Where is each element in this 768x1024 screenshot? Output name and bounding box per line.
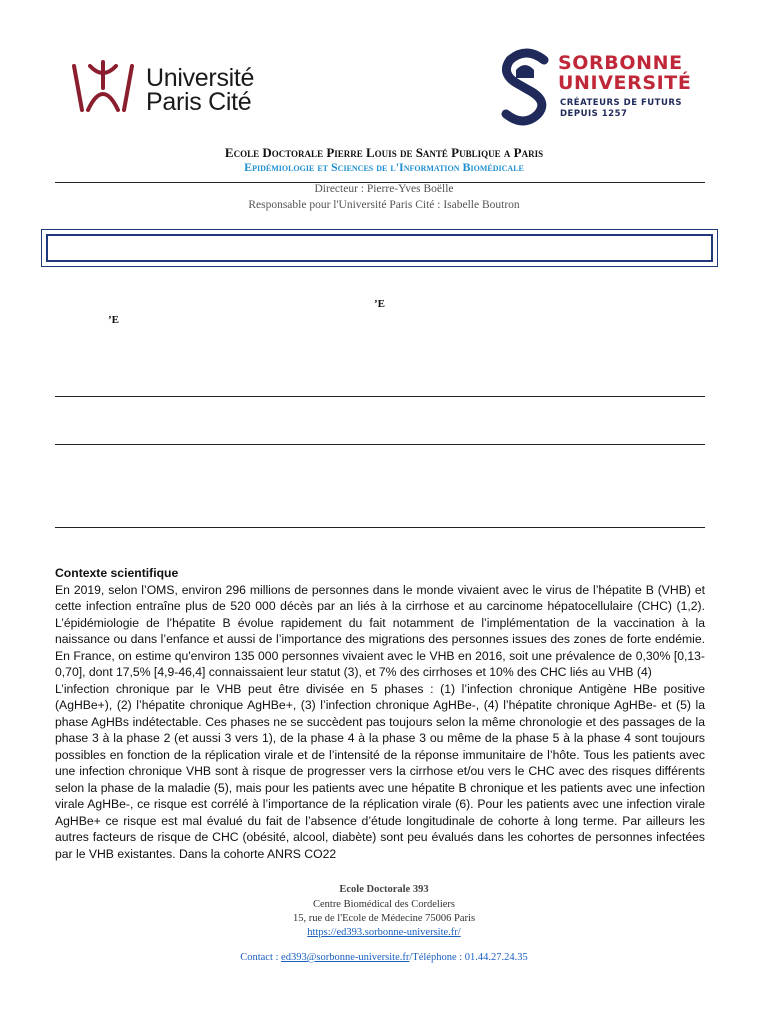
paragraph: En 2019, selon l’OMS, environ 296 millions de personnes dans le monde vivaient avec le virus de l’hépatite B (VHB) et cette infection entraîne plus de 520 000 décès par an liés à la cirrhose et au carcinome hépatocellulaire (CHC) (1,2). L’épidémiologie de l’hépatite B évolue rapidement du fait notamment de l’implémentation de la vaccination à la naissance ou dans l’enfance et aussi de l’importance des migrations des personnes issues des zones de forte endémie. En France, on estime qu'environ 135 000 personnes vivaient avec le VHB en 2016, soit une prévalence de 0,30% [0,13-0,70], dont 17,5% [4,9-46,4] connaissaient leur statut (3), et 7% des cirrhoses et 10% des CHC liés au VHB (4) [55,582,705,679]
fragment-apostrophe-e-2: ’E [108,314,119,326]
footer-center: Centre Biomédical des Cordeliers [312,899,455,910]
footer-email-link[interactable]: ed393@sorbonne-universite.fr [281,952,410,963]
sorbonne-tagline2: DEPUIS 1257 [560,109,628,119]
fragment-apostrophe-e-1: ’E [374,298,385,310]
thesis-title-box-inner [46,234,713,262]
form-line-3 [55,527,705,528]
upc-logo-line2: Paris Cité [146,88,252,116]
upc-emblem-icon [68,58,138,116]
footer-url-link[interactable]: https://ed393.sorbonne-universite.fr/ [307,927,461,938]
footer-school: Ecole Doctorale 393 [339,884,429,895]
footer-contact-label: Contact : [240,952,282,963]
footer-phone: /Téléphone : 01.44.27.24.35 [409,952,528,963]
responsable-line: Responsable pour l'Université Paris Cité : Isabelle Boutron [248,199,520,211]
section-heading: Contexte scientifique [55,566,179,580]
director-line: Directeur : Pierre-Yves Boëlle [314,183,454,195]
footer-url-line [0,927,768,938]
paragraph: L’infection chronique par le VHB peut être divisée en 5 phases : (1) l’infection chronique Antigène HBe positive (AgHBe+), (2) l’hépatite chronique AgHBe+, (3) l’infection chronique AgHBe-, (4) l’hépatite chronique AgHBe- et (5) la phase AgHBs indétectable. Ces phases ne se succèdent pas toujours selon la même chronologie et des passages de la phase 3 à la phase 2 (et aussi 3 vers 1), de la phase 4 à la phase 3 ou même de la phase 5 à la phase 4 sont toujours possibles en fonction de la réplication virale et de l’intensité de la réponse immunitaire de l’hôte. Tous les patients avec une infection chronique VHB sont à risque de progresser vers la cirrhose et/ou vers le CHC avec des risques différents selon la phase de la maladie (5), mais pour les patients avec une hépatite B chronique et les patients avec une infection virale AgHBe-, ce risque est corrélé à l’importance de la réplication virale (6). Pour les patients avec une infection virale AgHBe+ ce risque est mal évalué du fait de l’absence d’étude longitudinale de cohorte à long terme. Par ailleurs les autres facteurs de risque de CHC (obésité, alcool, diabète) sont peu évalués dans les cohortes de personnes infectées par le VHB existantes. Dans la cohorte ANRS CO22 [55,681,705,861]
sorbonne-universite-logo [498,48,708,126]
upc-logo-line1: Université [146,64,255,92]
footer-contact-line [0,952,768,963]
form-line-1 [55,396,705,397]
footer-address: 15, rue de l'Ecole de Médecine 75006 Paris [292,913,476,924]
thesis-title-box [41,229,718,267]
sorbonne-logo-line2: UNIVERSITÉ [558,72,692,94]
universite-paris-cite-logo [68,58,278,116]
sorbonne-emblem-icon [498,48,554,126]
sorbonne-tagline1: CRÉATEURS DE FUTURS [560,98,683,108]
form-line-2 [55,444,705,445]
sorbonne-logo-line1: SORBONNE [558,52,683,74]
scientific-context-section [55,565,705,862]
program-subtitle: Epidémiologie et Sciences de l'Information Biomédicale [244,160,524,174]
school-title: Ecole Doctorale Pierre Louis de Santé Publique a Paris [224,145,544,160]
